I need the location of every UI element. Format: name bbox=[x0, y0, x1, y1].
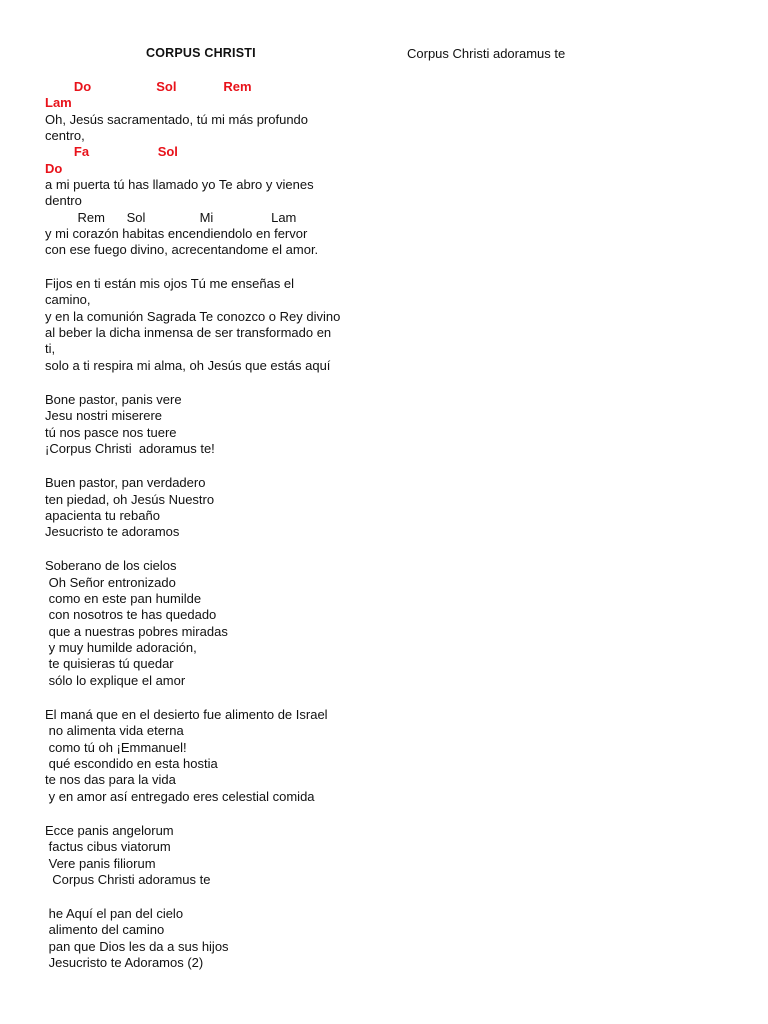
song-title: CORPUS CHRISTI bbox=[146, 46, 256, 60]
lyric-line: qué escondido en esta hostia bbox=[45, 756, 218, 771]
chord-line: Rem Sol Mi Lam bbox=[45, 210, 297, 225]
lyric-line: Corpus Christi adoramus te bbox=[45, 872, 211, 887]
lyric-line: con ese fuego divino, acrecentandome el amor. bbox=[45, 242, 319, 257]
lyric-line: te quisieras tú quedar bbox=[45, 656, 174, 671]
lyric-line: Fijos en ti están mis ojos Tú me enseñas el bbox=[45, 276, 295, 291]
lyric-line: Ecce panis angelorum bbox=[45, 823, 174, 838]
chord-line: Do bbox=[45, 161, 63, 176]
lyric-line: tú nos pasce nos tuere bbox=[45, 425, 177, 440]
lyric-line: a mi puerta tú has llamado yo Te abro y vienes bbox=[45, 177, 314, 192]
lyric-line: Jesucristo te Adoramos (2) bbox=[45, 955, 204, 970]
lyric-line: no alimenta vida eterna bbox=[45, 723, 184, 738]
lyric-line: sólo lo explique el amor bbox=[45, 673, 186, 688]
lyric-line: al beber la dicha inmensa de ser transformado en bbox=[45, 325, 332, 340]
lyric-line: alimento del camino bbox=[45, 922, 165, 937]
side-note: Corpus Christi adoramus te bbox=[407, 46, 566, 61]
lyric-line: centro, bbox=[45, 128, 85, 143]
lyric-line: El maná que en el desierto fue alimento de Israel bbox=[45, 707, 328, 722]
chord-line: Fa Sol bbox=[45, 144, 178, 159]
lyric-line: he Aquí el pan del cielo bbox=[45, 906, 184, 921]
lyric-line: ti, bbox=[45, 341, 56, 356]
lyric-line: solo a ti respira mi alma, oh Jesús que estás aquí bbox=[45, 358, 331, 373]
lyric-line: pan que Dios les da a sus hijos bbox=[45, 939, 229, 954]
lyric-line: Jesu nostri miserere bbox=[45, 408, 163, 423]
lyric-line: Vere panis filiorum bbox=[45, 856, 156, 871]
chord-line: Do Sol Rem bbox=[45, 79, 252, 94]
lyric-line: y en la comunión Sagrada Te conozco o Rey divino bbox=[45, 309, 341, 324]
lyric-line: Buen pastor, pan verdadero bbox=[45, 475, 206, 490]
lyric-line: dentro bbox=[45, 193, 82, 208]
lyric-line: ¡Corpus Christi adoramus te! bbox=[45, 441, 215, 456]
lyric-line: factus cibus viatorum bbox=[45, 839, 171, 854]
chord-line: Lam bbox=[45, 95, 72, 110]
lyric-line: y mi corazón habitas encendiendolo en fervor bbox=[45, 226, 308, 241]
lyric-line: apacienta tu rebaño bbox=[45, 508, 160, 523]
lyric-line: camino, bbox=[45, 292, 91, 307]
lyric-line: Bone pastor, panis vere bbox=[45, 392, 182, 407]
lyric-line: te nos das para la vida bbox=[45, 772, 176, 787]
lyric-line: como en este pan humilde bbox=[45, 591, 202, 606]
lyric-line: y en amor así entregado eres celestial comida bbox=[45, 789, 315, 804]
lyric-line: Jesucristo te adoramos bbox=[45, 524, 180, 539]
lyric-line: Oh, Jesús sacramentado, tú mi más profundo bbox=[45, 112, 309, 127]
lyric-line: y muy humilde adoración, bbox=[45, 640, 197, 655]
lyric-line: como tú oh ¡Emmanuel! bbox=[45, 740, 187, 755]
lyric-line: Soberano de los cielos bbox=[45, 558, 177, 573]
lyric-line: con nosotros te has quedado bbox=[45, 607, 217, 622]
lyric-line: que a nuestras pobres miradas bbox=[45, 624, 228, 639]
lyric-line: Oh Señor entronizado bbox=[45, 575, 176, 590]
lyric-line: ten piedad, oh Jesús Nuestro bbox=[45, 492, 215, 507]
